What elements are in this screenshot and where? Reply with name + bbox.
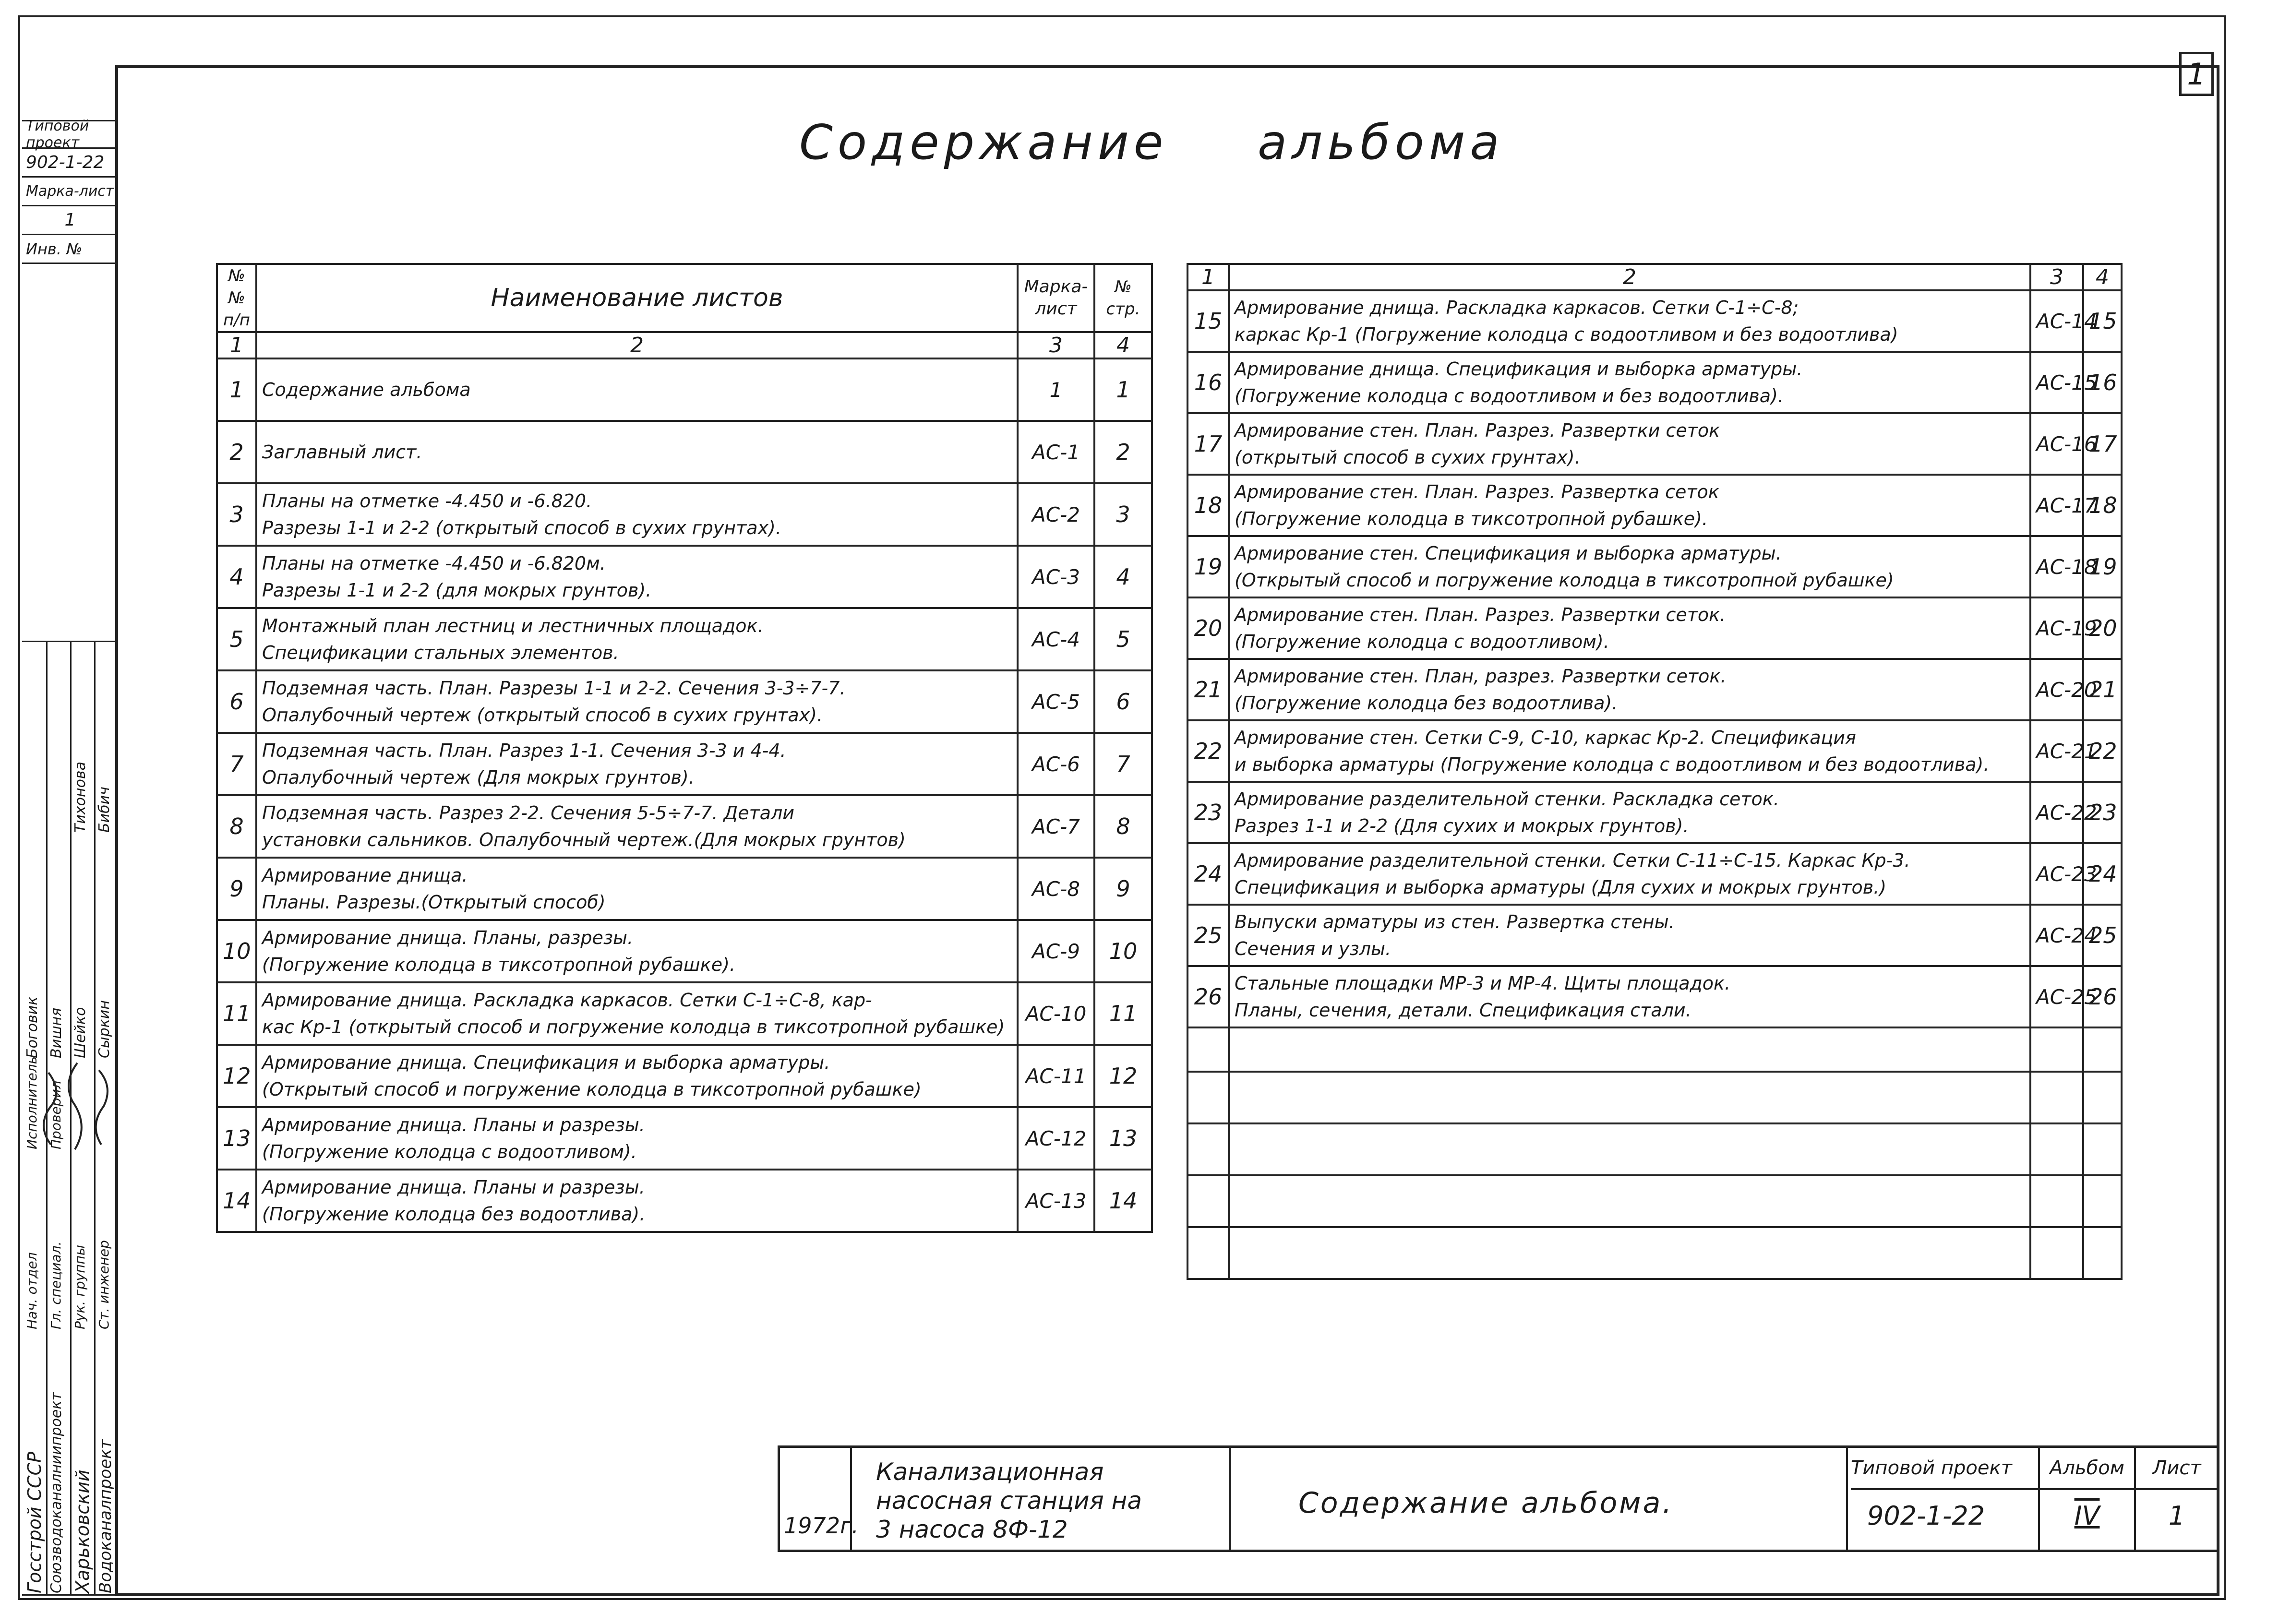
table-row — [1187, 290, 2122, 352]
mark-sheet-label: Марка-лист — [22, 178, 118, 206]
row-title-line: установки сальников. Опалубочный чертеж.(Для мокрых грунтов) — [262, 829, 906, 850]
name-3: Шейко — [72, 1007, 89, 1058]
row-page: 12 — [1094, 1045, 1152, 1107]
row-mark: АС-10 — [1018, 982, 1094, 1045]
sheet-corner-number: 1 — [2179, 52, 2214, 96]
row-title — [1229, 966, 2030, 1027]
row-title-line: Армирование стен. Сетки С-9, С-10, каркас Кр-2. Спецификация — [1235, 727, 1856, 748]
signature-marks — [22, 641, 118, 1596]
row-mark: АС-4 — [1018, 608, 1094, 670]
row-page: 8 — [1094, 795, 1152, 858]
empty-cell — [1187, 1123, 1229, 1175]
row-number: 11 — [217, 982, 256, 1045]
project-number: 902-1-22 — [22, 149, 118, 178]
row-page: 19 — [2083, 536, 2122, 597]
table-row — [217, 920, 1152, 982]
row-number: 3 — [217, 483, 256, 546]
row-mark: АС-1 — [1018, 421, 1094, 483]
empty-cell — [1187, 1072, 1229, 1123]
role-2: Гл. специал. — [48, 1241, 64, 1329]
row-title-line: Разрез 1-1 и 2-2 (Для сухих и мокрых грунтов). — [1235, 815, 1689, 836]
row-title-line: кас Кр-1 (открытый способ и погружение колодца в тиксотропной рубашке) — [262, 1016, 1005, 1038]
tb-album-value: IV — [2074, 1501, 2100, 1531]
table-row — [217, 1170, 1152, 1232]
object-line-1: Канализационная — [876, 1458, 1104, 1486]
row-page: 17 — [2083, 413, 2122, 475]
row-mark: АС-21 — [2030, 720, 2083, 782]
empty-cell — [2030, 1227, 2083, 1279]
table-row — [1187, 597, 2122, 659]
row-title-line: (Открытый способ и погружение колодца в тиксотропной рубашке) — [1235, 570, 1894, 591]
empty-cell — [2083, 1227, 2122, 1279]
row-title — [256, 858, 1018, 920]
row-title-line: Сечения и узлы. — [1235, 938, 1391, 959]
empty-cell — [1187, 1027, 1229, 1072]
row-page: 9 — [1094, 858, 1152, 920]
empty-cell — [2030, 1027, 2083, 1072]
header-page: № стр. — [1094, 264, 1152, 332]
table-header-row — [217, 264, 1152, 332]
table-row-empty — [1187, 1027, 2122, 1072]
row-title-line: (Погружение колодца без водоотлива). — [1235, 693, 1618, 714]
row-title — [256, 670, 1018, 733]
row-title — [1229, 659, 2030, 720]
row-title-line: (Погружение колодца без водоотлива). — [262, 1204, 646, 1225]
row-title-line: Планы, сечения, детали. Спецификация стали. — [1235, 1000, 1691, 1021]
table-row — [217, 546, 1152, 608]
row-title-line: Подземная часть. Разрез 2-2. Сечения 5-5÷7-7. Детали — [262, 802, 794, 824]
row-title-line: Армирование днища. Спецификация и выборка арматуры. — [262, 1052, 830, 1073]
table-row-empty — [1187, 1175, 2122, 1227]
row-number: 4 — [217, 546, 256, 608]
org-label-1: Госстрой СССР — [24, 1451, 45, 1593]
row-title-line: Заглавный лист. — [262, 442, 422, 463]
tb-sheet-label: Лист — [2136, 1448, 2218, 1490]
row-mark: АС-25 — [2030, 966, 2083, 1027]
row-page: 6 — [1094, 670, 1152, 733]
tb-sheet-value: 1 — [2168, 1501, 2185, 1531]
table-row — [217, 858, 1152, 920]
row-mark: АС-11 — [1018, 1045, 1094, 1107]
table-row — [217, 608, 1152, 670]
left-contents-table — [216, 263, 1153, 1233]
sheet-title-cell — [1231, 1448, 1848, 1550]
org-label-4: Водоканалпроект — [96, 1439, 115, 1593]
row-title — [1229, 782, 2030, 843]
row-title — [256, 1107, 1018, 1170]
row-number: 1 — [217, 358, 256, 421]
row-title — [256, 982, 1018, 1045]
row-page: 13 — [1094, 1107, 1152, 1170]
row-title — [1229, 720, 2030, 782]
table-row — [217, 1045, 1152, 1107]
row-title-line: Содержание альбома — [262, 379, 471, 400]
row-number: 7 — [217, 733, 256, 795]
row-page: 25 — [2083, 905, 2122, 966]
empty-cell — [2083, 1072, 2122, 1123]
table-row — [1187, 352, 2122, 413]
role-6: Проверил — [48, 1080, 64, 1149]
row-page: 16 — [2083, 352, 2122, 413]
row-mark: АС-9 — [1018, 920, 1094, 982]
empty-cell — [1229, 1123, 2030, 1175]
row-title — [256, 920, 1018, 982]
row-page: 11 — [1094, 982, 1152, 1045]
row-mark: АС-24 — [2030, 905, 2083, 966]
row-mark: АС-12 — [1018, 1107, 1094, 1170]
index-cell: 2 — [256, 332, 1018, 358]
row-title-line: (Погружение колодца в тиксотропной рубашке). — [1235, 508, 1708, 529]
table-row — [1187, 782, 2122, 843]
table-row — [1187, 413, 2122, 475]
table-row — [1187, 475, 2122, 536]
row-mark: АС-19 — [2030, 597, 2083, 659]
row-title — [1229, 597, 2030, 659]
role-5: Исполнитель — [24, 1056, 40, 1149]
table-row — [1187, 905, 2122, 966]
row-number: 17 — [1187, 413, 1229, 475]
year: 1972г. — [784, 1513, 859, 1539]
row-number: 21 — [1187, 659, 1229, 720]
row-title-line: Армирование днища. — [262, 865, 468, 886]
index-cell: 1 — [1187, 264, 1229, 290]
row-title — [256, 1045, 1018, 1107]
table-row — [217, 982, 1152, 1045]
album-cell — [2040, 1448, 2136, 1550]
object-cell — [852, 1448, 1231, 1550]
row-title-line: (Погружение колодца в тиксотропной рубашке). — [262, 954, 736, 975]
row-mark: АС-23 — [2030, 843, 2083, 905]
row-title-line: каркас Кр-1 (Погружение колодца с водоотливом и без водоотлива) — [1235, 324, 1898, 345]
sheet-title: Содержание альбома. — [1298, 1486, 1674, 1520]
row-title — [1229, 413, 2030, 475]
table-index-row — [1187, 264, 2122, 290]
table-row — [217, 733, 1152, 795]
row-page: 4 — [1094, 546, 1152, 608]
row-page: 5 — [1094, 608, 1152, 670]
row-title-line: Выпуски арматуры из стен. Развертка стены. — [1235, 911, 1675, 932]
row-title-line: Армирование днища. Планы и разрезы. — [262, 1177, 645, 1198]
row-page: 22 — [2083, 720, 2122, 782]
row-page: 1 — [1094, 358, 1152, 421]
table-row — [1187, 720, 2122, 782]
row-title-line: Опалубочный чертеж (открытый способ в сухих грунтах). — [262, 705, 823, 726]
tb-project-number: 902-1-22 — [1867, 1501, 1985, 1531]
tb-album-label: Альбом — [2040, 1448, 2134, 1490]
row-title — [1229, 905, 2030, 966]
header-num: №№ п/п — [217, 264, 256, 332]
left-stamp-upper — [22, 120, 118, 264]
row-title-line: Подземная часть. План. Разрез 1-1. Сечения 3-3 и 4-4. — [262, 740, 786, 761]
sheet-cell — [2136, 1448, 2218, 1550]
row-title — [256, 795, 1018, 858]
row-number: 26 — [1187, 966, 1229, 1027]
row-title-line: Разрезы 1-1 и 2-2 (для мокрых грунтов). — [262, 580, 652, 601]
row-title-line: Армирование стен. План. Разрез. Развертки сеток — [1235, 420, 1720, 441]
row-mark: АС-20 — [2030, 659, 2083, 720]
row-title-line: (Открытый способ и погружение колодца в тиксотропной рубашке) — [262, 1079, 922, 1100]
row-number: 20 — [1187, 597, 1229, 659]
row-title-line: (открытый способ в сухих грунтах). — [1235, 447, 1581, 468]
row-title-line: и выборка арматуры (Погружение колодца с водоотливом и без водоотлива). — [1235, 754, 1990, 775]
table-row — [217, 358, 1152, 421]
object-name — [876, 1457, 1142, 1544]
index-cell: 1 — [217, 332, 256, 358]
row-number: 15 — [1187, 290, 1229, 352]
row-title-line: Спецификации стальных элементов. — [262, 642, 619, 663]
row-page: 20 — [2083, 597, 2122, 659]
left-stamp-vertical — [22, 641, 118, 1596]
row-number: 22 — [1187, 720, 1229, 782]
table-row — [1187, 536, 2122, 597]
inventory-label: Инв. № — [22, 235, 118, 264]
empty-cell — [2083, 1175, 2122, 1227]
row-page: 2 — [1094, 421, 1152, 483]
row-mark: АС-5 — [1018, 670, 1094, 733]
empty-cell — [1187, 1175, 1229, 1227]
row-number: 8 — [217, 795, 256, 858]
row-title-line: Разрезы 1-1 и 2-2 (открытый способ в сухих грунтах). — [262, 517, 781, 538]
row-page: 18 — [2083, 475, 2122, 536]
row-title — [1229, 352, 2030, 413]
table-row-empty — [1187, 1123, 2122, 1175]
table-row — [217, 795, 1152, 858]
row-title-line: Армирование днища. Планы и разрезы. — [262, 1114, 645, 1135]
table-index-row — [217, 332, 1152, 358]
row-title-line: (Погружение колодца с водоотливом). — [1235, 631, 1609, 652]
row-title-line: Планы. Разрезы.(Открытый способ) — [262, 892, 606, 913]
row-mark: АС-22 — [2030, 782, 2083, 843]
row-number: 9 — [217, 858, 256, 920]
row-title-line: Армирование стен. План. Разрез. Развертка сеток — [1235, 481, 1719, 502]
row-title-line: Армирование стен. План, разрез. Развертки сеток. — [1235, 666, 1727, 687]
row-page: 10 — [1094, 920, 1152, 982]
row-number: 10 — [217, 920, 256, 982]
org-label-3: Харьковский — [72, 1469, 93, 1593]
row-title — [256, 608, 1018, 670]
row-title-line: Монтажный план лестниц и лестничных площадок. — [262, 615, 764, 636]
row-number: 23 — [1187, 782, 1229, 843]
index-cell: 2 — [1229, 264, 2030, 290]
empty-cell — [2030, 1072, 2083, 1123]
row-number: 18 — [1187, 475, 1229, 536]
row-number: 12 — [217, 1045, 256, 1107]
row-mark: АС-14 — [2030, 290, 2083, 352]
row-number: 5 — [217, 608, 256, 670]
table-row — [217, 421, 1152, 483]
row-number: 2 — [217, 421, 256, 483]
title-block — [778, 1445, 2219, 1552]
row-title-line: Спецификация и выборка арматуры (Для сухих и мокрых грунтов.) — [1235, 877, 1887, 898]
row-title-line: Планы на отметке -4.450 и -6.820. — [262, 490, 592, 512]
name-2: Вишня — [48, 1007, 65, 1058]
empty-cell — [2083, 1123, 2122, 1175]
row-page: 26 — [2083, 966, 2122, 1027]
row-number: 19 — [1187, 536, 1229, 597]
row-page: 14 — [1094, 1170, 1152, 1232]
row-title-line: Планы на отметке -4.450 и -6.820м. — [262, 553, 606, 574]
mark-sheet-value: 1 — [22, 206, 118, 235]
row-title-line: Армирование разделительной стенки. Сетки С-11÷С-15. Каркас Кр-3. — [1235, 850, 1910, 871]
year-cell — [780, 1448, 859, 1550]
empty-cell — [1229, 1227, 2030, 1279]
role-4: Ст. инженер — [96, 1240, 112, 1329]
row-title — [256, 546, 1018, 608]
row-title — [256, 1170, 1018, 1232]
name-5: Тихонова — [72, 762, 89, 833]
role-1: Нач. отдел — [24, 1252, 40, 1329]
row-title-line: Подземная часть. План. Разрезы 1-1 и 2-2. Сечения 3-3÷7-7. — [262, 678, 846, 699]
project-cell — [1848, 1448, 2040, 1550]
empty-cell — [1229, 1072, 2030, 1123]
name-1: Боговик — [24, 996, 41, 1058]
empty-cell — [2030, 1123, 2083, 1175]
row-title — [256, 421, 1018, 483]
row-mark: АС-6 — [1018, 733, 1094, 795]
row-mark: АС-2 — [1018, 483, 1094, 546]
row-page: 3 — [1094, 483, 1152, 546]
table-row — [217, 1107, 1152, 1170]
row-title-line: Стальные площадки МР-3 и МР-4. Щиты площадок. — [1235, 973, 1731, 994]
object-line-2: насосная станция на — [876, 1487, 1142, 1515]
row-mark: АС-17 — [2030, 475, 2083, 536]
table-row — [1187, 843, 2122, 905]
row-mark: АС-3 — [1018, 546, 1094, 608]
empty-cell — [1187, 1227, 1229, 1279]
row-mark: АС-18 — [2030, 536, 2083, 597]
row-number: 25 — [1187, 905, 1229, 966]
row-page: 24 — [2083, 843, 2122, 905]
org-label-2: Союзводоканалниипроект — [48, 1392, 65, 1593]
empty-cell — [1229, 1027, 2030, 1072]
row-number: 6 — [217, 670, 256, 733]
row-page: 15 — [2083, 290, 2122, 352]
row-page: 23 — [2083, 782, 2122, 843]
row-title-line: Армирование разделительной стенки. Раскладка сеток. — [1235, 788, 1779, 810]
row-mark: АС-7 — [1018, 795, 1094, 858]
table-row — [1187, 966, 2122, 1027]
row-mark: АС-8 — [1018, 858, 1094, 920]
row-title-line: Армирование стен. План. Разрез. Развертки сеток. — [1235, 604, 1726, 625]
row-mark: АС-15 — [2030, 352, 2083, 413]
index-cell: 4 — [2083, 264, 2122, 290]
row-title — [256, 483, 1018, 546]
row-number: 13 — [217, 1107, 256, 1170]
table-row-empty — [1187, 1072, 2122, 1123]
album-title-word1: Содержание — [799, 114, 1168, 170]
row-title-line: Армирование днища. Планы, разрезы. — [262, 927, 634, 948]
row-page: 7 — [1094, 733, 1152, 795]
row-title-line: Армирование стен. Спецификация и выборка арматуры. — [1235, 543, 1782, 564]
header-mark: Марка-лист — [1018, 264, 1094, 332]
name-6: Бибич — [96, 787, 113, 833]
row-page: 21 — [2083, 659, 2122, 720]
row-number: 16 — [1187, 352, 1229, 413]
table-row — [1187, 659, 2122, 720]
row-title-line: (Погружение колодца с водоотливом). — [262, 1141, 637, 1162]
row-title-line: Армирование днища. Раскладка каркасов. Сетки С-1÷С-8, кар- — [262, 990, 872, 1011]
right-contents-table — [1187, 263, 2123, 1280]
table-row — [217, 670, 1152, 733]
table-row-empty — [1187, 1227, 2122, 1279]
empty-cell — [2030, 1175, 2083, 1227]
row-mark: АС-16 — [2030, 413, 2083, 475]
project-label: Типовой проект — [22, 120, 118, 149]
name-4: Сыркин — [96, 1000, 113, 1058]
row-number: 24 — [1187, 843, 1229, 905]
row-title-line: Армирование днища. Спецификация и выборка арматуры. — [1235, 358, 1803, 380]
row-title — [1229, 843, 2030, 905]
empty-cell — [1229, 1175, 2030, 1227]
album-title-word2: альбома — [1258, 114, 1504, 170]
table-row — [217, 483, 1152, 546]
index-cell: 4 — [1094, 332, 1152, 358]
row-title — [1229, 290, 2030, 352]
index-cell: 3 — [1018, 332, 1094, 358]
tb-project-label: Типовой проект — [1851, 1448, 2038, 1490]
row-title — [1229, 536, 2030, 597]
row-title-line: (Погружение колодца с водоотливом и без водоотлива). — [1235, 385, 1784, 406]
row-title — [256, 733, 1018, 795]
object-line-3: 3 насоса 8Ф-12 — [876, 1516, 1068, 1543]
row-title-line: Армирование днища. Раскладка каркасов. Сетки С-1÷С-8; — [1235, 297, 1799, 318]
row-number: 14 — [217, 1170, 256, 1232]
row-title-line: Опалубочный чертеж (Для мокрых грунтов). — [262, 767, 695, 788]
empty-cell — [2083, 1027, 2122, 1072]
row-mark: 1 — [1018, 358, 1094, 421]
row-title — [256, 358, 1018, 421]
row-title — [1229, 475, 2030, 536]
index-cell: 3 — [2030, 264, 2083, 290]
header-name: Наименование листов — [256, 264, 1018, 332]
role-3: Рук. группы — [72, 1245, 88, 1329]
row-mark: АС-13 — [1018, 1170, 1094, 1232]
